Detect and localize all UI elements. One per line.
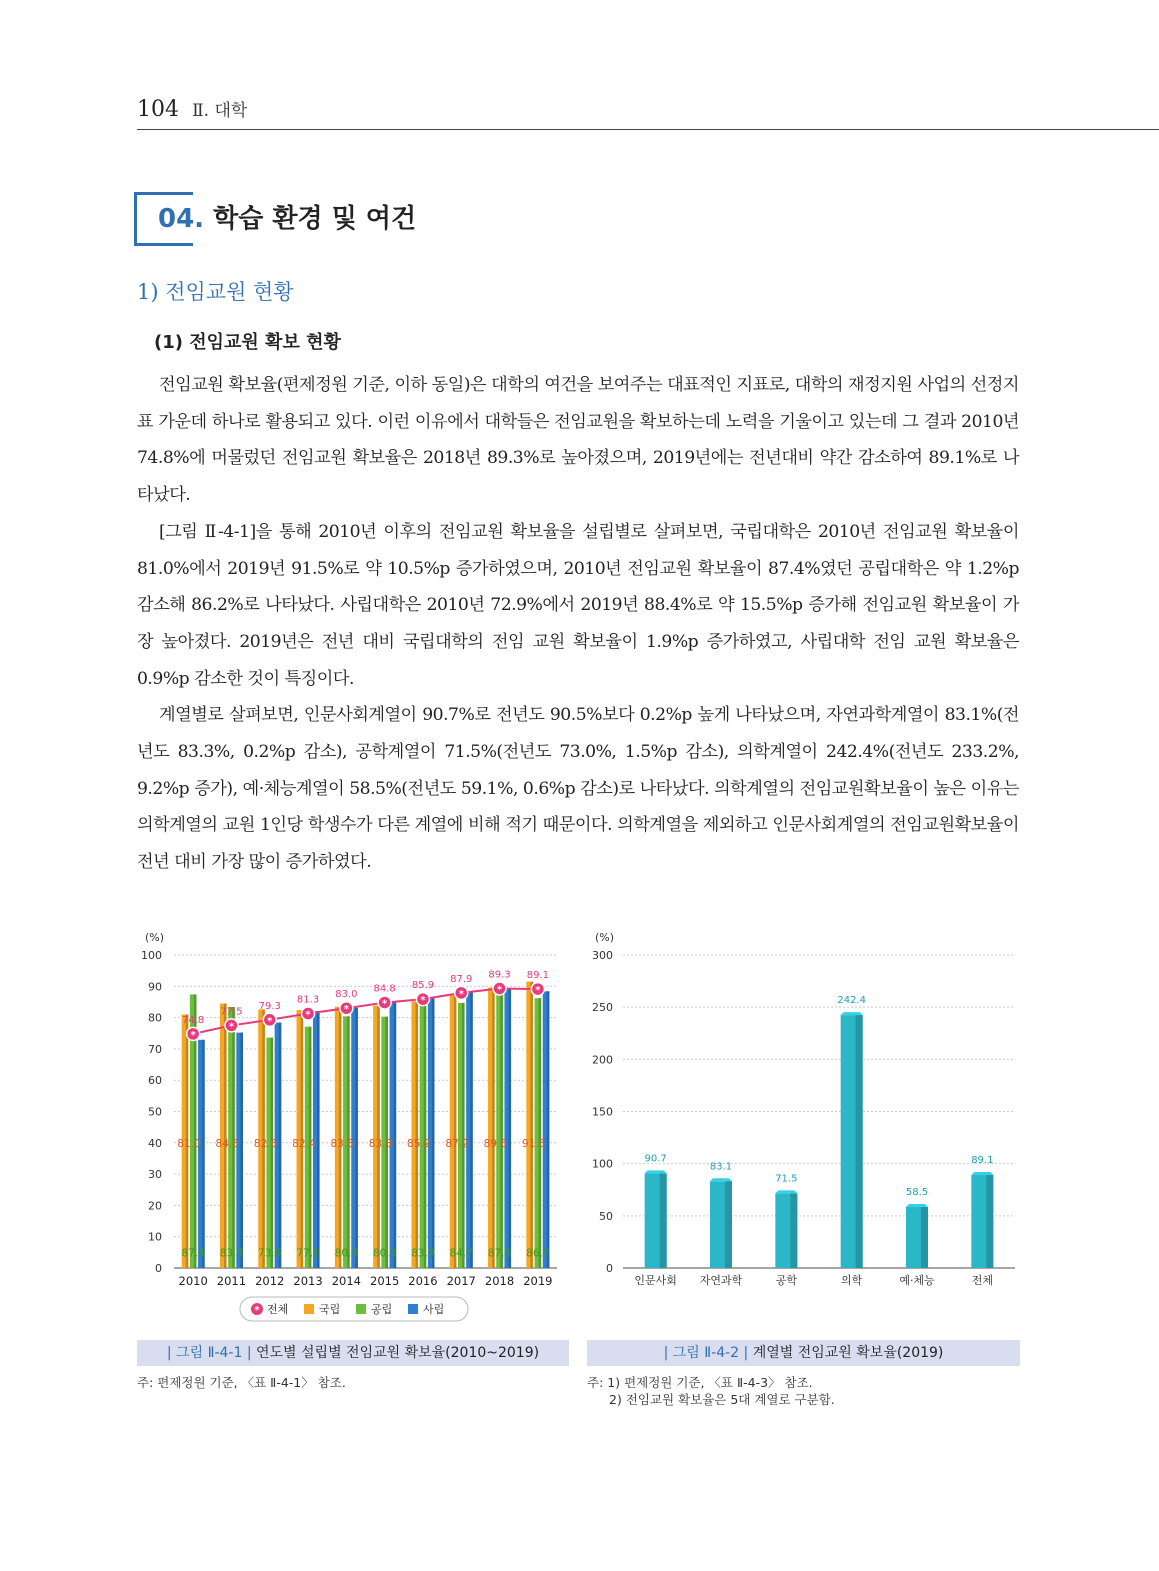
bar-shade <box>432 998 435 1268</box>
bar-shade <box>416 1001 419 1268</box>
x-tick-label: 공학 <box>775 1274 797 1287</box>
data-label: 84.5 <box>215 1137 239 1150</box>
figure2-caption-number: | 그림 Ⅱ-4-2 | <box>663 1345 749 1361</box>
line-marker-star: * <box>382 998 388 1010</box>
x-tick-label: 2019 <box>523 1274 553 1288</box>
paragraph: 계열별로 살펴보면, 인문사회계열이 90.7%로 전년도 90.5%보다 0.2%p 높게 나타났으며, 자연과학계열이 83.1%(전년도 83.3%, 0.2%p 감소), 공학계열이 71.5%(전년도 73.0%, 1.5%p 감소), 의학계열이 242.4%(전년도 233.2%, 9.2%p 증가), 예·체능계열이 58.5%(전년도 59.1%, 0.6%p 감소)로 나타났다. 의학계열의 전임교원확보율이 높은 이유는 의학계열의 교원 1인당 학생수가 다른 계열에 비해 적기 때문이다. 의학계열을 제외하고 인문사회계열의 전임교원확보율이 전년 대비 가장 많이 증가하였다. <box>137 705 1019 873</box>
y-tick-label: 100 <box>592 1157 613 1171</box>
y-tick-label: 100 <box>141 949 162 962</box>
bar-top <box>645 1170 667 1173</box>
y-tick-label: 0 <box>606 1262 613 1275</box>
data-label: 82.6 <box>253 1137 278 1150</box>
y-tick-label: 200 <box>592 1053 613 1067</box>
bar-top <box>841 1012 863 1015</box>
data-label: 73.6 <box>258 1247 282 1260</box>
y-tick-label: 30 <box>148 1168 162 1182</box>
bar-shade <box>725 1181 732 1268</box>
y-tick-label: 90 <box>148 980 162 994</box>
figure2-caption <box>587 1340 1020 1366</box>
bar-shade <box>921 1207 928 1268</box>
line-marker-star: * <box>496 984 503 996</box>
section-title-text: 학습 환경 및 여건 <box>213 204 417 234</box>
data-label: 58.5 <box>905 1186 929 1198</box>
bar-shade <box>509 988 512 1268</box>
x-tick-label: 2016 <box>408 1274 438 1288</box>
legend-label: 국립 <box>319 1303 341 1316</box>
paragraph: [그림 Ⅱ-4-1]을 통해 2010년 이후의 전임교원 확보율을 설립별로 살펴보면, 국립대학은 2010년 전임교원 확보율이 81.0%에서 2019년 91.5%로 약 10.5%p 증가하였으며, 2010년 전임교원 확보율이 87.4%였던 공립대학은 약 1.2%p 감소해 86.2%로 나타났다. 사립대학은 2010년 72.9%에서 2019년 88.4%로 약 15.5%p 증가해 전임교원 확보율이 가장 높아졌다. 2019년은 전년 대비 국립대학의 전임 교원 확보율이 1.9%p 증가하였고, 사립대학 전임 교원 확보율은 0.9%p 감소한 것이 특징이다. <box>137 521 1019 689</box>
legend-marker-star: * <box>254 1305 260 1316</box>
header-rule <box>137 129 1159 130</box>
data-label: 82.4 <box>292 1137 316 1150</box>
y-tick-label: 10 <box>148 1230 162 1244</box>
line-marker-star: * <box>420 995 426 1007</box>
line-marker-star: * <box>305 1009 311 1021</box>
data-label: 81.0 <box>177 1137 201 1150</box>
data-label: 87.4 <box>487 1247 512 1260</box>
line-data-label: 89.1 <box>526 970 549 982</box>
line-data-label: 83.0 <box>335 989 358 1001</box>
data-label: 80.4 <box>334 1247 359 1260</box>
y-tick-label: 80 <box>148 1011 162 1025</box>
data-label: 87.4 <box>181 1247 205 1260</box>
x-tick-label: 2014 <box>331 1274 361 1288</box>
data-label: 85.2 <box>407 1137 431 1150</box>
bar-shade <box>500 994 503 1268</box>
y-tick-label: 300 <box>592 949 613 962</box>
x-tick-label: 의학 <box>841 1274 863 1287</box>
bar-shade <box>240 1033 243 1268</box>
line-data-label: 79.3 <box>258 1000 281 1012</box>
line-marker-star: * <box>458 988 464 1000</box>
bar-shade <box>355 1008 358 1268</box>
data-label: 84.7 <box>449 1247 473 1260</box>
page-number: 104 <box>137 97 179 122</box>
section-number: 04. <box>158 204 205 234</box>
bar-top <box>971 1172 993 1175</box>
legend-swatch <box>408 1304 418 1314</box>
data-label: 86.2 <box>526 1247 550 1260</box>
y-tick-label: 50 <box>599 1209 613 1223</box>
bar-shade <box>271 1038 274 1268</box>
section-title <box>158 198 416 235</box>
bar-top <box>775 1190 797 1193</box>
data-label: 83.5 <box>330 1137 354 1150</box>
figure1-caption <box>137 1340 569 1366</box>
bar-shade <box>492 988 495 1268</box>
running-header <box>137 96 247 122</box>
bar-shade <box>317 1011 320 1268</box>
x-tick-label: 전체 <box>971 1274 993 1287</box>
line-data-label: 77.5 <box>220 1006 243 1018</box>
x-tick-label: 인문사회 <box>634 1274 677 1287</box>
y-tick-label: 250 <box>592 1001 613 1015</box>
bar-shade <box>454 995 457 1268</box>
data-label: 83.1 <box>709 1161 733 1173</box>
bar-shade <box>530 982 533 1268</box>
chart-by-field <box>585 925 1025 1300</box>
data-label: 80.3 <box>372 1247 397 1260</box>
data-label: 83.4 <box>219 1247 244 1260</box>
bar-shade <box>790 1193 797 1268</box>
y-tick-label: 150 <box>592 1105 613 1119</box>
data-label: 89.6 <box>483 1137 508 1150</box>
line-data-label: 87.9 <box>450 973 473 985</box>
figure1-caption-number: | 그림 Ⅱ-4-1 | <box>166 1345 252 1361</box>
y-tick-label: 0 <box>155 1262 162 1275</box>
chart-by-establishment <box>137 925 572 1330</box>
x-tick-label: 예·체능 <box>899 1274 935 1287</box>
figure2-caption-text: 계열별 전임교원 확보율(2019) <box>748 1345 944 1361</box>
y-axis-unit: (%) <box>145 931 165 944</box>
line-marker-star: * <box>267 1015 273 1027</box>
bar-shade <box>470 992 473 1268</box>
legend-label: 사립 <box>423 1303 445 1316</box>
data-label: 89.1 <box>971 1155 994 1167</box>
data-label: 83.9 <box>411 1247 435 1260</box>
data-label: 71.5 <box>775 1173 798 1185</box>
bar-shade <box>224 1004 227 1268</box>
chapter-title: Ⅱ. 대학 <box>192 101 248 121</box>
x-tick-label: 2013 <box>293 1274 323 1288</box>
line-marker-star: * <box>535 985 541 997</box>
data-label: 91.5 <box>521 1137 546 1150</box>
legend-label: 전체 <box>267 1303 289 1316</box>
y-tick-label: 50 <box>148 1105 162 1119</box>
subsubsection-title: (1) 전임교원 확보 현황 <box>154 332 341 353</box>
x-tick-label: 2017 <box>446 1274 476 1288</box>
data-label: 87.2 <box>445 1137 469 1150</box>
figure2-note-1: 주: 1) 편제정원 기준, 〈표 Ⅱ-4-3〉 참조. <box>587 1375 813 1390</box>
bar-shade <box>462 1003 465 1268</box>
figure2-note-2: 2) 전임교원 확보율은 5대 계열로 구분함. <box>609 1392 835 1407</box>
figure1-caption-text: 연도별 설립별 전임교원 확보율(2010~2019) <box>251 1345 540 1361</box>
bar-shade <box>424 1005 427 1268</box>
bar-shade <box>202 1040 205 1268</box>
line-data-label: 85.9 <box>411 980 435 992</box>
line-data-label: 81.3 <box>296 994 320 1006</box>
series-line <box>193 988 538 1033</box>
bar-top <box>710 1178 732 1181</box>
line-marker-star: * <box>228 1021 235 1033</box>
bar-shade <box>856 1015 863 1268</box>
line-data-label: 89.3 <box>488 969 511 981</box>
bar-shade <box>660 1173 667 1268</box>
data-label: 242.4 <box>837 995 866 1007</box>
bar-shade <box>986 1175 993 1268</box>
x-tick-label: 2015 <box>370 1274 400 1288</box>
bar-shade <box>279 1023 282 1268</box>
data-label: 77.1 <box>296 1247 320 1260</box>
bar-shade <box>539 998 542 1268</box>
y-tick-label: 40 <box>148 1136 162 1150</box>
bar-shade <box>547 991 550 1268</box>
y-axis-unit: (%) <box>595 931 615 944</box>
y-tick-label: 20 <box>148 1199 162 1213</box>
subsection-title: 1) 전임교원 현황 <box>137 280 294 304</box>
legend-label: 공립 <box>371 1303 393 1316</box>
y-tick-label: 60 <box>148 1074 162 1088</box>
line-data-label: 84.8 <box>373 983 396 995</box>
y-tick-label: 70 <box>148 1042 162 1056</box>
x-tick-label: 자연과학 <box>699 1274 743 1287</box>
x-tick-label: 2010 <box>178 1274 208 1288</box>
x-tick-label: 2012 <box>255 1274 285 1288</box>
x-tick-label: 2018 <box>484 1274 515 1288</box>
line-marker-star: * <box>343 1004 349 1016</box>
legend-swatch <box>304 1304 314 1314</box>
line-data-label: 74.8 <box>182 1014 205 1026</box>
data-label: 83.8 <box>368 1137 393 1150</box>
bar-top <box>906 1204 928 1207</box>
figure1-note: 주: 편제정원 기준, 〈표 Ⅱ-4-1〉 참조. <box>137 1375 346 1390</box>
data-label: 90.7 <box>644 1153 667 1165</box>
legend-swatch <box>356 1304 366 1314</box>
body-text <box>137 367 1019 881</box>
line-marker-star: * <box>190 1029 196 1041</box>
figure2-note <box>587 1374 835 1408</box>
x-tick-label: 2011 <box>216 1274 247 1288</box>
paragraph: 전임교원 확보율(편제정원 기준, 이하 동일)은 대학의 여건을 보여주는 대표적인 지표로, 대학의 재정지원 사업의 선정지표 가운데 하나로 활용되고 있다. 이런 이유에서 대학들은 전임교원을 확보하는데 노력을 기울이고 있는데 그 결과 2010년 74.8%에 머물렀던 전임교원 확보율은 2018년 89.3%로 높아졌으며, 2019년에는 전년대비 약간 감소하여 89.1%로 나타났다. <box>137 375 1019 506</box>
bar-shade <box>394 1002 397 1268</box>
